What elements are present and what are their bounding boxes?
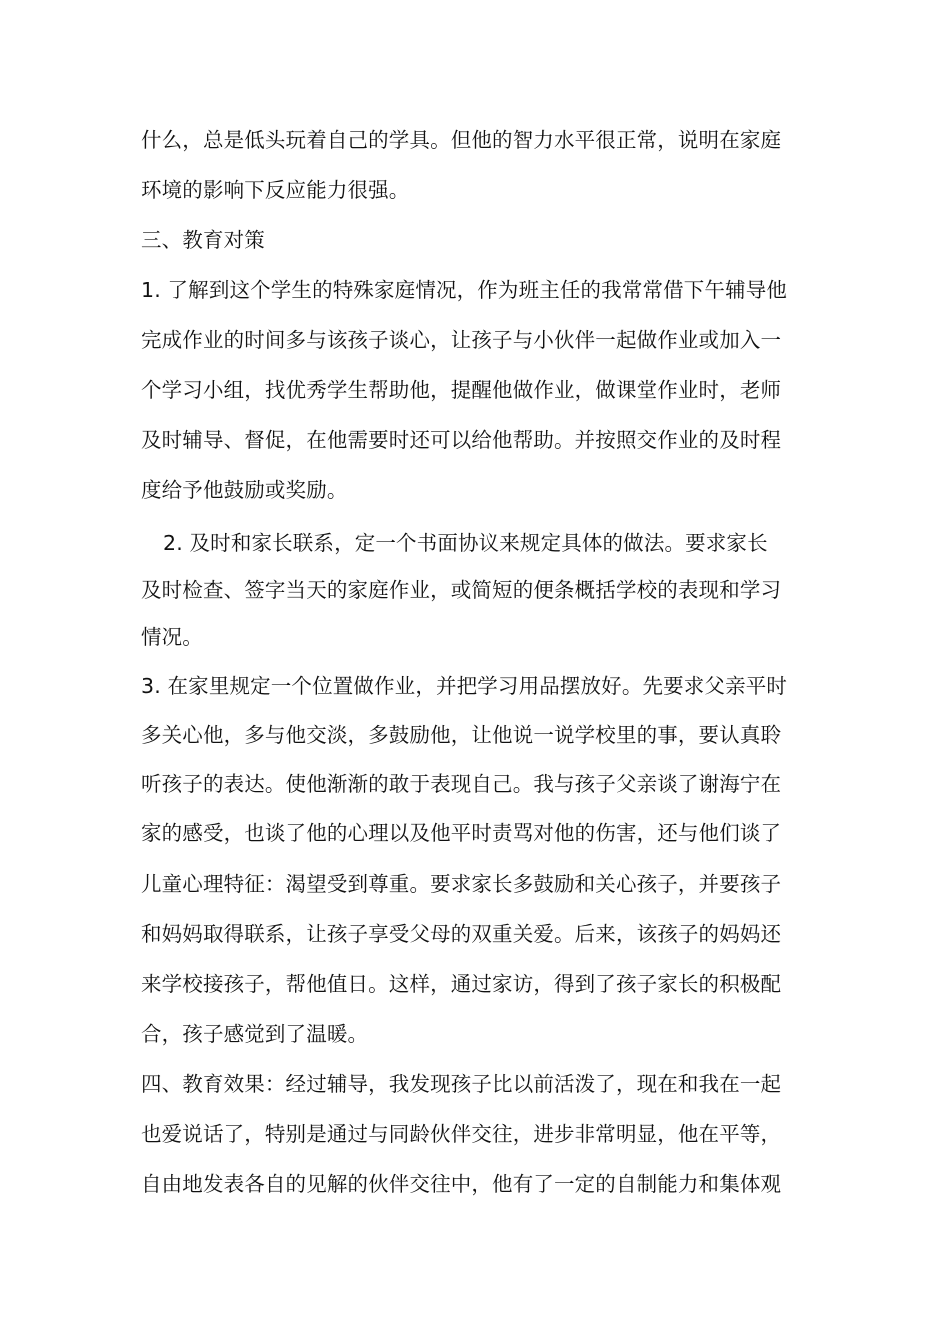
text-line: 自由地发表各自的见解的伙伴交往中，他有了一定的自制能力和集体观 — [141, 1172, 782, 1196]
section-heading: 三、教育对策 — [141, 228, 265, 252]
text-line: 也爱说话了，特别是通过与同龄伙伴交往，进步非常明显，他在平等， — [141, 1122, 782, 1146]
text-line: 个学习小组，找优秀学生帮助他，提醒他做作业，做课堂作业时，老师 — [141, 378, 782, 402]
text-line: 和妈妈取得联系，让孩子享受父母的双重关爱。后来，该孩子的妈妈还 — [141, 922, 782, 946]
text-line: 及时检查、签字当天的家庭作业，或简短的便条概括学校的表现和学习 — [141, 578, 782, 602]
text-line: 度给予他鼓励或奖励。 — [141, 478, 348, 502]
list-item-2-text: 2. 及时和家长联系，定一个书面协议来规定具体的做法。要求家长 — [163, 531, 768, 555]
text-line: 及时辅导、督促，在他需要时还可以给他帮助。并按照交作业的及时程 — [141, 428, 782, 452]
list-item-3-text: 3. 在家里规定一个位置做作业，并把学习用品摆放好。先要求父亲平时 — [141, 674, 788, 698]
text-line: 什么，总是低头玩着自己的学具。但他的智力水平很正常，说明在家庭 — [141, 128, 782, 152]
text-line: 听孩子的表达。使他渐渐的敢于表现自己。我与孩子父亲谈了谢海宁在 — [141, 772, 782, 796]
text-line: 多关心他，多与他交淡，多鼓励他，让他说一说学校里的事，要认真聆 — [141, 723, 782, 747]
text-line: 家的感受，也谈了他的心理以及他平时责骂对他的伤害，还与他们谈了 — [141, 821, 782, 845]
text-line: 合，孩子感觉到了温暖。 — [141, 1022, 369, 1046]
section-heading: 四、教育效果：经过辅导，我发现孩子比以前活泼了，现在和我在一起 — [141, 1072, 782, 1096]
text-line: 情况。 — [141, 625, 203, 649]
text-line: 完成作业的时间多与该孩子谈心，让孩子与小伙伴一起做作业或加入一 — [141, 328, 782, 352]
list-item-1-text: 1. 了解到这个学生的特殊家庭情况，作为班主任的我常常借下午辅导他 — [141, 278, 788, 302]
text-line: 来学校接孩子，帮他值日。这样，通过家访，得到了孩子家长的积极配 — [141, 972, 782, 996]
text-line: 环境的影响下反应能力很强。 — [141, 178, 410, 202]
text-line: 儿童心理特征：渴望受到尊重。要求家长多鼓励和关心孩子，并要孩子 — [141, 872, 782, 896]
